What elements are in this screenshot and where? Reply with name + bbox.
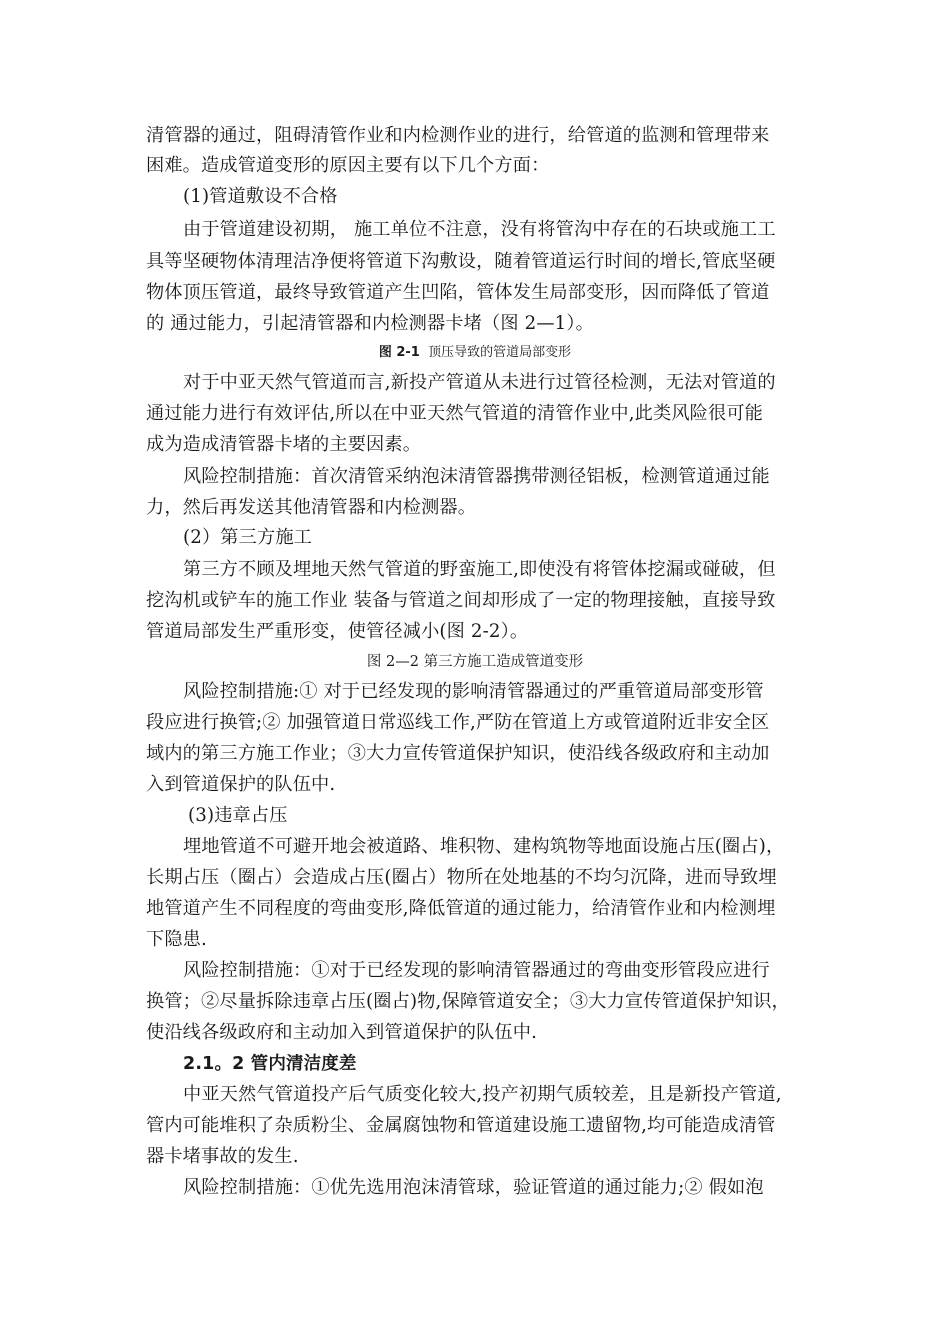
paragraph-line: 换管；②尽量拆除违章占压(圈占)物,保障管道安全；③大力宣传管道保护知识， — [146, 991, 790, 1012]
paragraph-line: 管道局部发生严重形变，使管径减小(图 2-2）。 — [146, 621, 529, 642]
paragraph-line: 中亚天然气管道投产后气质变化较大,投产初期气质较差，且是新投产管道, — [183, 1084, 782, 1105]
paragraph-line: 器卡堵事故的发生. — [146, 1146, 299, 1167]
paragraph-line: 困难。造成管道变形的原因主要有以下几个方面： — [146, 155, 550, 176]
section-item-title: (2）第三方施工 — [183, 527, 312, 548]
figure-caption-text: 顶压导致的管道局部变形 — [428, 345, 572, 360]
paragraph-line: 管内可能堆积了杂质粉尘、金属腐蚀物和管道建设施工遗留物,均可能造成清管 — [146, 1115, 776, 1136]
paragraph-line: 物体顶压管道，最终导致管道产生凹陷，管体发生局部变形，因而降低了管道 — [146, 282, 770, 303]
paragraph-line: 风险控制措施:① 对于已经发现的影响清管器通过的严重管道局部变形管 — [183, 681, 764, 702]
paragraph-line: 下隐患. — [146, 929, 207, 950]
paragraph-line: 地管道产生不同程度的弯曲变形,降低管道的通过能力，给清管作业和内检测埋 — [146, 898, 776, 919]
figure-caption: 图 2—2 第三方施工造成管道变形 — [366, 654, 584, 670]
paragraph-line: 清管器的通过，阻碍清管作业和内检测作业的进行，给管道的监测和管理带来 — [146, 125, 770, 146]
paragraph-line: 长期占压（圈占）会造成占压(圈占）物所在处地基的不均匀沉降，进而导致埋 — [146, 867, 777, 888]
paragraph-line: 风险控制措施：首次清管采纳泡沫清管器携带测径铝板，检测管道通过能 — [183, 466, 770, 487]
paragraph-line: 挖沟机或铲车的施工作业 装备与管道之间却形成了一定的物理接触，直接导致 — [146, 590, 776, 611]
paragraph-line: 成为造成清管器卡堵的主要因素。 — [146, 434, 422, 455]
paragraph-line: 第三方不顾及埋地天然气管道的野蛮施工,即使没有将管体挖漏或碰破，但 — [183, 559, 776, 580]
paragraph-line: 力，然后再发送其他清管器和内检测器。 — [146, 497, 477, 518]
section-item-title: (1)管道敷设不合格 — [183, 186, 338, 207]
figure-caption — [0, 345, 950, 361]
paragraph-line: 域内的第三方施工作业；③大力宣传管道保护知识，使沿线各级政府和主动加 — [146, 743, 770, 764]
paragraph-line: 风险控制措施：①优先选用泡沫清管球，验证管道的通过能力;② 假如泡 — [183, 1177, 764, 1198]
paragraph-line: 使沿线各级政府和主动加入到管道保护的队伍中. — [146, 1022, 538, 1043]
paragraph-line: 通过能力进行有效评估,所以在中亚天然气管道的清管作业中,此类风险很可能 — [146, 403, 764, 424]
paragraph-line: 埋地管道不可避开地会被道路、堆积物、建构筑物等地面设施占压(圈占)， — [183, 836, 785, 857]
paragraph-line: 入到管道保护的队伍中. — [146, 774, 336, 795]
paragraph-line: 具等坚硬物体清理洁净便将管道下沟敷设，随着管道运行时间的增长,管底坚硬 — [146, 251, 776, 272]
section-item-title: (3)违章占压 — [188, 805, 288, 826]
section-heading: 2.1。2 管内清洁度差 — [183, 1054, 357, 1074]
paragraph-line: 的 通过能力，引起清管器和内检测器卡堵（图 2—1）。 — [146, 313, 594, 334]
paragraph-line: 段应进行换管;② 加强管道日常巡线工作,严防在管道上方或管道附近非安全区 — [146, 712, 770, 733]
paragraph-line: 由于管道建设初期， 施工单位不注意，没有将管沟中存在的石块或施工工 — [183, 219, 776, 240]
paragraph-line: 对于中亚天然气管道而言,新投产管道从未进行过管径检测，无法对管道的 — [183, 372, 776, 393]
paragraph-line: 风险控制措施：①对于已经发现的影响清管器通过的弯曲变形管段应进行 — [183, 960, 770, 981]
figure-label: 图 2-1 — [378, 345, 420, 360]
